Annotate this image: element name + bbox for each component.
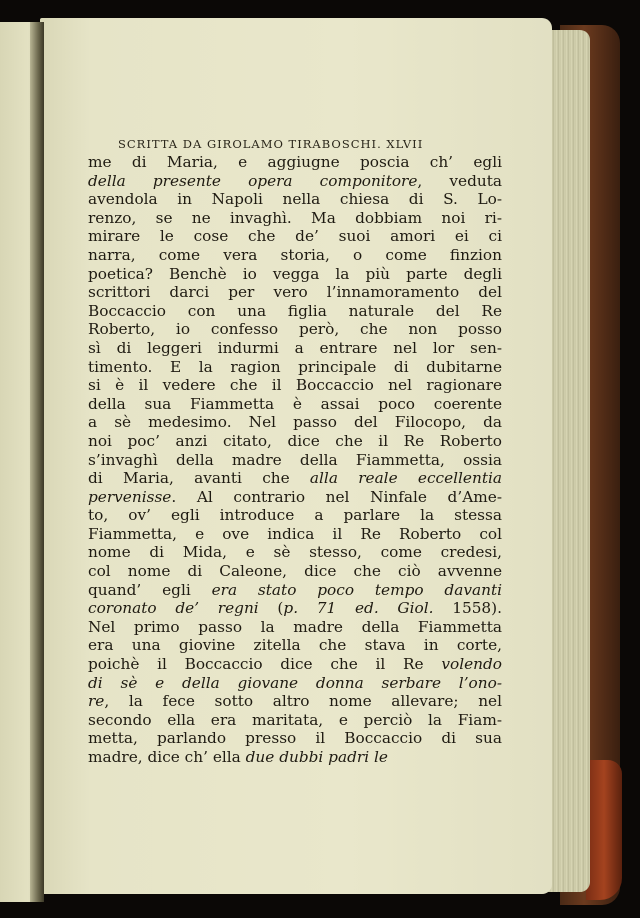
text-run: poetica? Benchè io vegga la più parte degli [88, 264, 502, 283]
text-line [88, 227, 502, 246]
page-body-text [88, 153, 502, 767]
text-run: Nel primo passo la madre della Fiammetta [88, 617, 502, 636]
text-line [88, 413, 502, 432]
text-line [88, 636, 502, 655]
text-run: s’invaghì della madre della Fiammetta, ossia [88, 450, 502, 469]
text-run: Roberto, io confesso però, che non posso [88, 320, 502, 339]
text-run: me di Maria, e aggiugne poscia ch’ egli [88, 153, 502, 171]
text-line [88, 599, 502, 618]
text-run: sì di leggeri indurmi a entrare nel lor sen- [88, 338, 502, 357]
text-line [88, 376, 502, 395]
text-run: noi poc’ anzi citato, dice che il Re Roberto [88, 431, 502, 450]
text-line [88, 729, 502, 748]
italic-text: della presente opera componitore [88, 171, 418, 190]
text-line [88, 265, 502, 284]
text-line [88, 320, 502, 339]
text-run: narra, come vera storia, o come finzion [88, 245, 502, 264]
text-line [88, 581, 502, 600]
text-line [88, 488, 502, 507]
text-line [88, 451, 502, 470]
text-run: era una giovine zitella che stava in corte, [88, 636, 502, 655]
book-gutter [30, 22, 44, 902]
italic-text: alla reale eccellentia [309, 469, 502, 488]
text-line [88, 562, 502, 581]
text-run: Fiammetta, e ove indica il Re Roberto col [88, 524, 502, 543]
text-run: metta, parlando presso il Boccaccio di sua [88, 729, 502, 748]
text-line [88, 283, 502, 302]
text-run: renzo, se ne invaghì. Ma dobbiam noi ri- [88, 208, 502, 227]
italic-text: p. 71 ed. Giol. [283, 599, 434, 618]
text-run: mirare le cose che de’ suoi amori ei ci [88, 227, 502, 246]
text-run: si è il vedere che il Boccaccio nel ragionare [88, 376, 502, 395]
text-line [88, 618, 502, 637]
text-line [88, 748, 502, 767]
italic-text: coronato de’ regni [88, 599, 259, 618]
text-run: nome di Mida, e sè stesso, come credesi, [88, 543, 502, 562]
text-run: secondo ella era maritata, e perciò la Fiam- [88, 710, 502, 729]
text-line [88, 153, 502, 172]
text-run: avendola in Napoli nella chiesa di S. Lo- [88, 190, 502, 209]
text-run: madre, dice ch’ ella [88, 748, 246, 766]
text-line [88, 711, 502, 730]
text-line [88, 172, 502, 191]
text-run: della sua Fiammetta è assai poco coerente [88, 394, 502, 413]
text-run: ( [258, 599, 284, 618]
italic-text: due dubbi padri le [245, 748, 388, 766]
text-run: 1558). [433, 599, 502, 618]
text-line [88, 543, 502, 562]
text-line [88, 432, 502, 451]
text-run: scrittori darci per vero l’innamoramento del [88, 283, 502, 302]
text-line [88, 469, 502, 488]
italic-text: re [88, 692, 105, 711]
running-header: SCRITTA DA GIROLAMO TIRABOSCHI. XLVII [118, 137, 424, 151]
text-run: quand’ egli [88, 580, 212, 599]
text-run: a sè medesimo. Nel passo del Filocopo, da [88, 413, 502, 432]
text-run: di Maria, avanti che [88, 469, 310, 488]
text-line [88, 692, 502, 711]
text-run: , veduta [417, 171, 502, 190]
text-run: to, ov’ egli introduce a parlare la stessa [88, 506, 502, 525]
text-line [88, 302, 502, 321]
text-run: . Al contrario nel Ninfale d’Ame- [171, 487, 502, 506]
text-line [88, 674, 502, 693]
text-run: col nome di Caleone, dice che ciò avvenne [88, 562, 502, 581]
text-run: Boccaccio con una figlia naturale del Re [88, 301, 502, 320]
text-run: , la fece sotto altro nome allevare; nel [104, 692, 502, 711]
text-line [88, 339, 502, 358]
text-run: poichè il Boccaccio dice che il Re [88, 655, 442, 674]
italic-text: era stato poco tempo davanti [211, 580, 502, 599]
italic-text: di sè e della giovane donna serbare l’ono- [88, 673, 502, 692]
text-line [88, 358, 502, 377]
italic-text: pervenisse [88, 487, 172, 506]
book-cover-corner [586, 760, 622, 900]
text-line [88, 506, 502, 525]
italic-text: volendo [441, 655, 502, 674]
text-run: timento. E la ragion principale di dubitarne [88, 357, 502, 376]
text-line [88, 655, 502, 674]
text-line [88, 246, 502, 265]
text-line [88, 209, 502, 228]
text-line [88, 525, 502, 544]
text-line [88, 395, 502, 414]
text-line [88, 190, 502, 209]
